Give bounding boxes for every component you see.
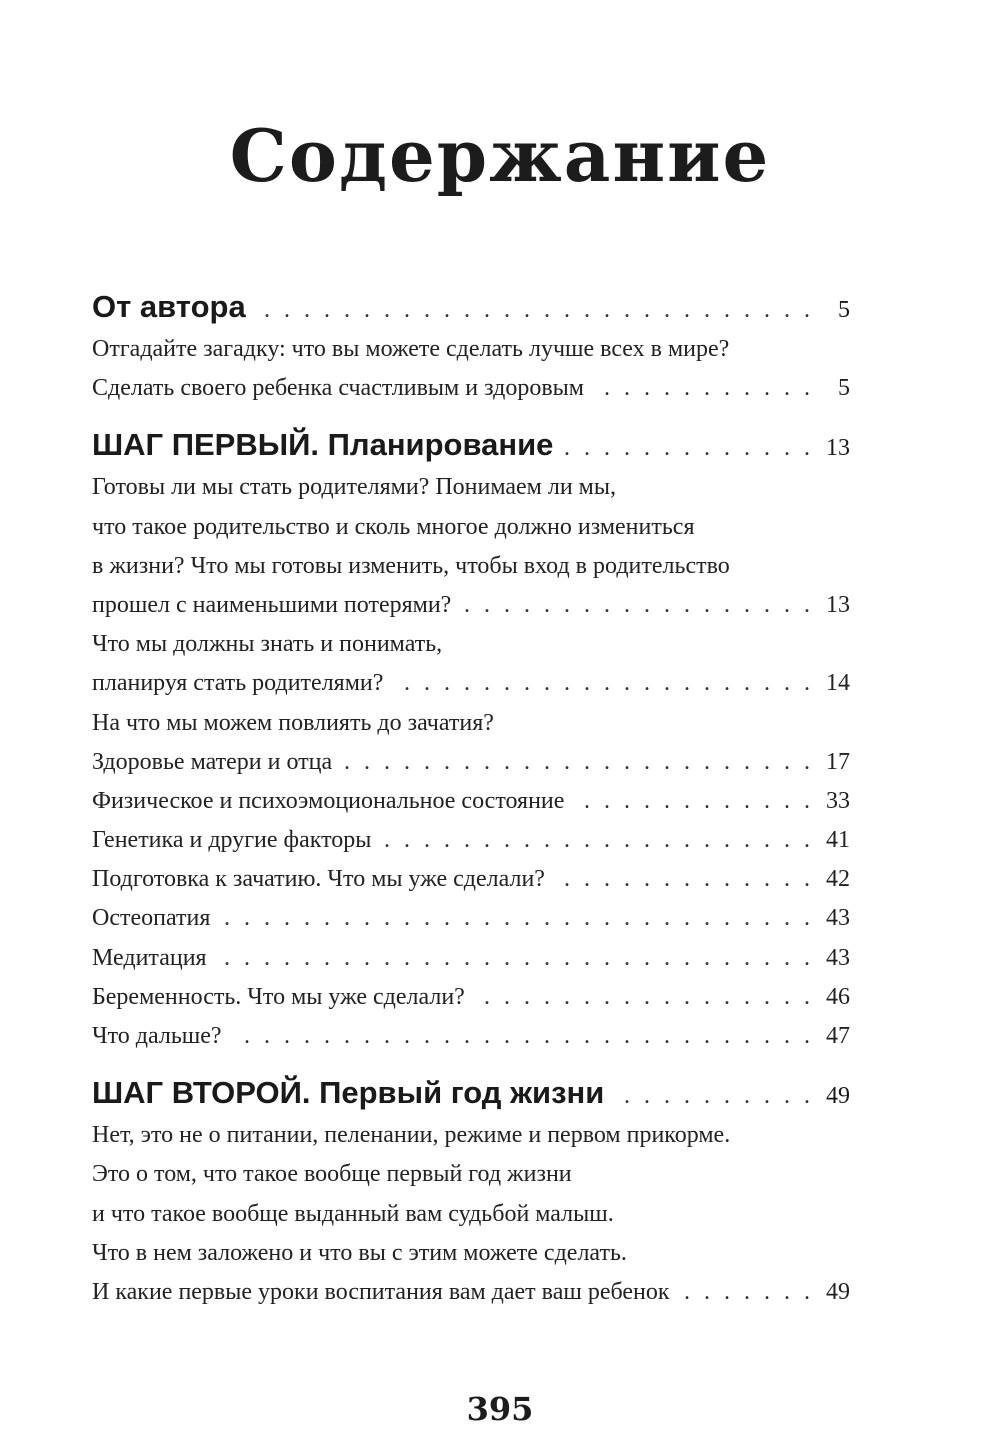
- toc-entry[interactable]: [92, 782, 850, 821]
- toc-entry-text: Здоровье матери и отца: [92, 748, 333, 775]
- toc-entry[interactable]: [92, 330, 850, 369]
- toc-entry[interactable]: [92, 369, 850, 408]
- dot-leader: [217, 939, 810, 978]
- dot-leader: [381, 821, 810, 860]
- toc-entry-text: прошел с наименьшими потерями?: [92, 591, 452, 618]
- toc-entry-text: в жизни? Что мы готовы изменить, чтобы вход в родительство: [92, 552, 730, 579]
- toc-entry[interactable]: [92, 625, 850, 664]
- toc-entry[interactable]: [92, 547, 850, 586]
- dot-leader: [680, 1273, 810, 1312]
- toc-entry[interactable]: [92, 468, 850, 507]
- toc-entry[interactable]: [92, 508, 850, 547]
- page-title: Содержание: [229, 113, 771, 198]
- toc-page-number: 43: [826, 944, 850, 971]
- toc-entry-text: Физическое и психоэмоциональное состояние: [92, 787, 565, 814]
- toc-page-number: 13: [826, 591, 850, 618]
- toc-entry[interactable]: [92, 1273, 850, 1312]
- toc-entry[interactable]: [92, 1017, 850, 1056]
- toc-entry-text: Сделать своего ребенка счастливым и здоровым: [92, 375, 584, 402]
- section-gap: [92, 1056, 850, 1070]
- toc-heading-text: ШАГ ВТОРОЙ. Первый год жизни: [92, 1075, 605, 1111]
- toc-page-number: 43: [826, 905, 850, 932]
- toc-entry[interactable]: [92, 1116, 850, 1155]
- toc-entry-text: Генетика и другие факторы: [92, 827, 372, 854]
- toc-page-number: 5: [838, 297, 850, 323]
- toc-heading-text: От автора: [92, 289, 246, 324]
- toc-entry-text: Беременность. Что мы уже сделали?: [92, 983, 465, 1010]
- toc-entry-text: Нет, это не о питании, пеленании, режиме и первом прикорме.: [92, 1122, 731, 1149]
- toc-page-number: 5: [838, 375, 850, 402]
- dot-leader: [614, 1073, 810, 1119]
- toc-entry[interactable]: [92, 821, 850, 860]
- toc-entry-text: и что такое вообще выданный вам судьбой малыш.: [92, 1200, 614, 1227]
- section-gap: [92, 408, 850, 422]
- dot-leader: [220, 899, 810, 938]
- toc-heading[interactable]: [92, 422, 850, 468]
- dot-leader: [393, 664, 810, 703]
- dot-leader: [256, 287, 810, 333]
- toc-entry-text: Остеопатия: [92, 905, 211, 932]
- toc-entry[interactable]: [92, 1234, 850, 1273]
- dot-leader: [232, 1017, 810, 1056]
- toc-entry-text: Медитация: [92, 944, 207, 971]
- toc-heading-text: ШАГ ПЕРВЫЙ. Планирование: [92, 427, 554, 463]
- toc-page-number: 14: [826, 670, 850, 697]
- toc-heading[interactable]: [92, 1070, 850, 1116]
- page-number: 395: [466, 1390, 534, 1428]
- toc-entry-text: Подготовка к зачатию. Что мы уже сделали?: [92, 866, 545, 893]
- dot-leader: [342, 743, 810, 782]
- toc-page-number: 47: [826, 1023, 850, 1049]
- toc-entry[interactable]: [92, 704, 850, 743]
- toc-entry-text: Отгадайте загадку: что вы можете сделать лучше всех в мире?: [92, 336, 730, 362]
- toc-entry-text: Что в нем заложено и что вы с этим можете сделать.: [92, 1239, 627, 1266]
- toc-entry-text: На что мы можем повлиять до зачатия?: [92, 709, 494, 736]
- toc-entry[interactable]: [92, 860, 850, 899]
- toc-page-number: 42: [826, 866, 850, 893]
- dot-leader: [594, 369, 810, 408]
- toc-entry[interactable]: [92, 664, 850, 703]
- toc-page-number: 17: [826, 748, 850, 775]
- dot-leader: [475, 978, 810, 1017]
- toc-page-number: 41: [826, 827, 850, 854]
- toc-entry[interactable]: [92, 586, 850, 625]
- toc-entry-text: Что дальше?: [92, 1023, 222, 1049]
- toc-page-number: 33: [826, 787, 850, 814]
- toc-page-number: 46: [826, 983, 850, 1010]
- table-of-contents: [92, 284, 850, 1312]
- toc-entry-text: Готовы ли мы стать родителями? Понимаем ли мы,: [92, 474, 616, 501]
- toc-entry[interactable]: [92, 899, 850, 938]
- toc-entry[interactable]: [92, 1155, 850, 1194]
- toc-entry-text: что такое родительство и сколь многое должно измениться: [92, 513, 695, 540]
- dot-leader: [574, 782, 810, 821]
- toc-entry[interactable]: [92, 743, 850, 782]
- toc-entry-text: Что мы должны знать и понимать,: [92, 631, 443, 658]
- toc-page-number: 13: [826, 435, 850, 462]
- toc-entry[interactable]: [92, 939, 850, 978]
- toc-page-number: 49: [826, 1083, 850, 1110]
- toc-entry-text: И какие первые уроки воспитания вам дает ваш ребенок: [92, 1278, 670, 1305]
- toc-entry-text: Это о том, что такое вообще первый год жизни: [92, 1161, 572, 1188]
- toc-page-number: 49: [826, 1278, 850, 1305]
- dot-leader: [555, 860, 810, 899]
- dot-leader: [461, 586, 810, 625]
- toc-entry[interactable]: [92, 978, 850, 1017]
- dot-leader: [563, 425, 810, 471]
- toc-entry-text: планируя стать родителями?: [92, 670, 384, 697]
- toc-heading[interactable]: [92, 284, 850, 330]
- toc-entry[interactable]: [92, 1195, 850, 1234]
